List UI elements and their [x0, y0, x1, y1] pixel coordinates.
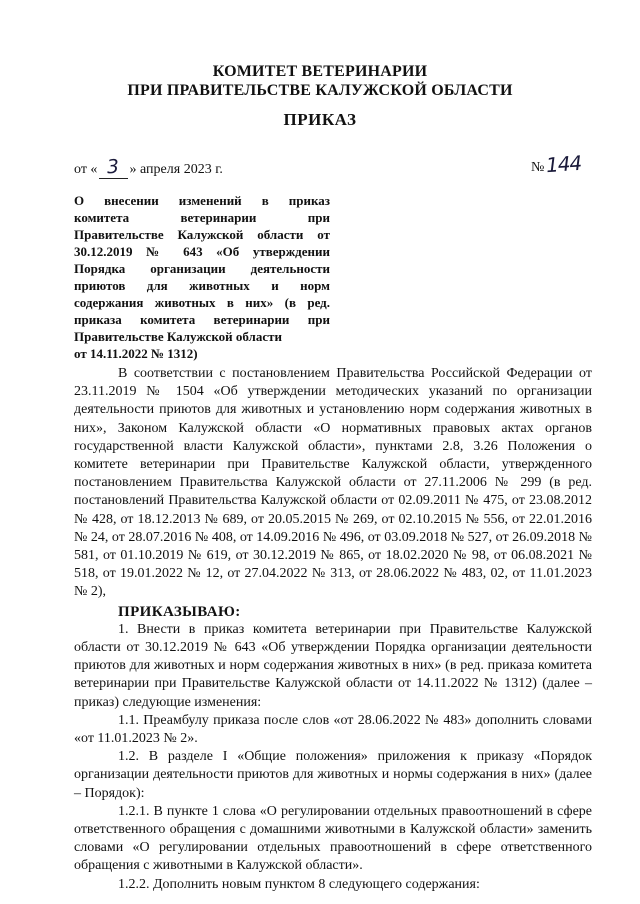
date-suffix: » апреля 2023 г. — [129, 162, 223, 177]
subject-line: приказа комитета ветеринарии при — [74, 312, 330, 327]
number-handwritten: 144 — [545, 150, 583, 178]
order-date — [74, 156, 223, 179]
number-label: № — [531, 160, 545, 175]
subject-line: Правительстве Калужской области от — [74, 227, 330, 242]
item-paragraph: 1.2.1. В пункте 1 слова «О регулировании отдельных правоотношений в сфере ответственного обращения с домашними животными в Калужской области» заменить словами «О регулировании отдельных правоотношений в сфере ответственного обращения с животными в Калужской области». — [74, 803, 592, 874]
subject-line: 30.12.2019 № 643 «Об утверждении — [74, 244, 330, 259]
subject-line: содержания животных в них» (в ред. — [74, 295, 330, 310]
preamble-paragraph: В соответствии с постановлением Правительства Российской Федерации от 23.11.2019 № 1504 «Об утверждении методических указаний по организации деятельности приютов для животных и установлению норм содержания животных в них», Законом Калужской области «О нормативных правовых актах органов государственной власти Калужской области», пунктами 2.8, 3.26 Положения о комитете ветеринарии при Правительстве Калужской области, утвержденного постановлением Правительства Калужской области от 27.11.2006 № 299 (в ред. постановлений Правительства Калужской области от 02.09.2011 № 475, от 23.08.2012 № 428, от 18.12.2013 № 689, от 20.05.2015 № 269, от 02.10.2015 № 556, от 22.01.2016 № 24, от 28.07.2016 № 408, от 14.09.2016 № 496, от 03.09.2018 № 527, от 26.09.2018 № 581, от 01.10.2019 № 619, от 30.12.2019 № 865, от 18.02.2020 № 98, от 06.08.2021 № 518, от 19.01.2022 № 12, от 27.04.2022 № 313, от 28.06.2022 № 483, 02, от 11.01.2023 № 2), — [74, 366, 592, 600]
order-body — [74, 365, 592, 894]
item-paragraph: 1. Внести в приказ комитета ветеринарии при Правительстве Калужской области от 30.12.2019 № 643 «Об утверждении Порядка организации деятельности приютов для животных и норм содержания животных в них» (в ред. приказа комитета ветеринарии при Правительстве Калужской области от 14.11.2022 № 1312) (далее – приказ) следующие изменения: — [74, 621, 592, 710]
header-committee: КОМИТЕТ ВЕТЕРИНАРИИ — [212, 63, 428, 80]
date-prefix: от « — [74, 162, 98, 177]
item-paragraph: 1.2.2. Дополнить новым пунктом 8 следующего содержания: — [118, 876, 480, 892]
subject-line: О внесении изменений в приказ — [74, 193, 330, 208]
item-paragraph: 1.2. В разделе I «Общие положения» приложения к приказу «Порядок организации деятельности приютов для животных и нормы содержания в них» (далее – Порядок): — [74, 749, 592, 801]
order-number — [531, 152, 582, 176]
order-keyword: ПРИКАЗЫВАЮ: — [118, 603, 241, 620]
subject-line: комитета ветеринарии при — [74, 210, 330, 225]
date-day-handwritten: 3 — [106, 155, 121, 179]
document-type-title: ПРИКАЗ — [283, 110, 357, 129]
subject-line: приютов для животных и норм — [74, 278, 330, 293]
header-government: ПРИ ПРАВИТЕЛЬСТВЕ КАЛУЖСКОЙ ОБЛАСТИ — [127, 82, 513, 99]
item-paragraph: 1.1. Преамбулу приказа после слов «от 28.06.2022 № 483» дополнить словами «от 11.01.2023 № 2». — [74, 712, 592, 747]
date-day-field — [99, 156, 127, 179]
subject-line: Правительстве Калужской области — [74, 329, 282, 344]
order-subject — [74, 192, 330, 362]
subject-line: Порядка организации деятельности — [74, 261, 330, 276]
subject-line: от 14.11.2022 № 1312) — [74, 346, 198, 361]
